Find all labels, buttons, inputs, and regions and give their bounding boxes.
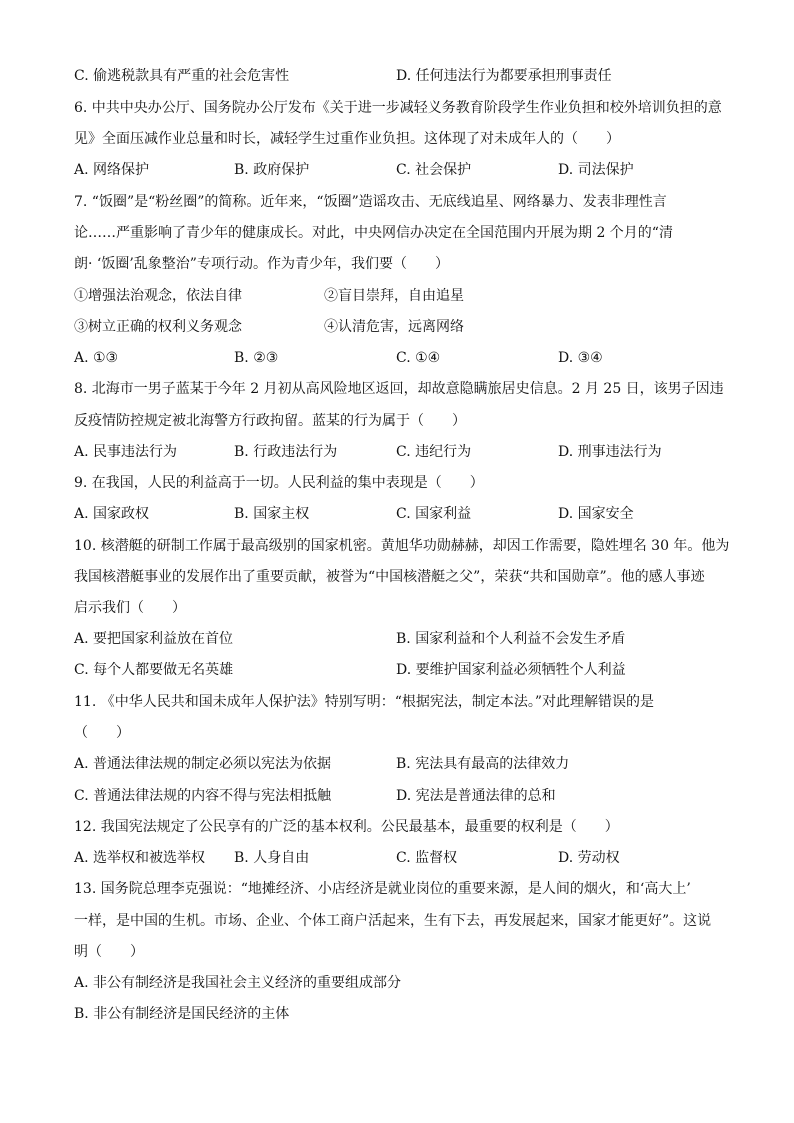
q11-option-c[interactable]: C. 普通法律法规的内容不得与宪法相抵触 — [74, 788, 332, 804]
q5-option-d[interactable]: D. 任何违法行为都要承担刑事责任 — [396, 68, 612, 84]
q8-options — [74, 442, 734, 462]
q12-option-b[interactable]: B. 人身自由 — [234, 850, 310, 866]
q11-options-row-1 — [74, 754, 734, 774]
q7-statements-row-1 — [74, 286, 734, 306]
q13-option-b[interactable]: B. 非公有制经济是国民经济的主体 — [74, 1006, 290, 1022]
q13-stem-line-1: 13. 国务院总理李克强说：“地摊经济、小店经济是就业岗位的重要来源，是人间的烟火，和‘高大上’ — [74, 881, 691, 897]
q6-option-b[interactable]: B. 政府保护 — [234, 162, 310, 178]
q11-option-a[interactable]: A. 普通法律法规的制定必须以宪法为依据 — [74, 756, 332, 772]
q12-option-c[interactable]: C. 监督权 — [396, 850, 458, 866]
q11-options-row-2 — [74, 786, 734, 806]
q6-stem-line-1: 6. 中共中央办公厅、国务院办公厅发布《关于进一步减轻义务教育阶段学生作业负担和校外培训负担的意 — [74, 100, 722, 116]
q6-option-c[interactable]: C. 社会保护 — [396, 162, 472, 178]
q7-statement-1: ①增强法治观念，依法自律 — [74, 288, 242, 304]
q8-stem-line-1: 8. 北海市一男子蓝某于今年 2 月初从高风险地区返回，却故意隐瞒旅居史信息。2 月 25 日，该男子因违 — [74, 381, 724, 397]
q13-option-a[interactable]: A. 非公有制经济是我国社会主义经济的重要组成部分 — [74, 975, 402, 991]
q7-stem-line-2: 论……严重影响了青少年的健康成长。对此，中央网信办决定在全国范围内开展为期 2 个月的“清 — [74, 225, 673, 241]
q5-option-c[interactable]: C. 偷逃税款具有严重的社会危害性 — [74, 68, 290, 84]
q9-stem-line-1: 9. 在我国，人民的利益高于一切。人民利益的集中表现是（ ） — [74, 475, 484, 491]
q8-option-d[interactable]: D. 刑事违法行为 — [558, 444, 662, 460]
q10-stem-line-1: 10. 核潜艇的研制工作属于最高级别的国家机密。黄旭华功勋赫赫，却因工作需要，隐姓埋名 30 年。他为 — [74, 538, 730, 554]
q10-option-d[interactable]: D. 要维护国家利益必须牺牲个人利益 — [396, 662, 626, 678]
q7-option-c[interactable]: C. ①④ — [396, 350, 441, 366]
q10-option-a[interactable]: A. 要把国家利益放在首位 — [74, 631, 234, 647]
q9-option-b[interactable]: B. 国家主权 — [234, 506, 310, 522]
q10-stem-line-3: 启示我们（ ） — [74, 600, 186, 616]
q9-options — [74, 504, 734, 524]
q12-option-d[interactable]: D. 劳动权 — [558, 850, 620, 866]
q9-option-c[interactable]: C. 国家利益 — [396, 506, 472, 522]
q10-options-row-2 — [74, 660, 734, 680]
q8-stem-line-2: 反疫情防控规定被北海警方行政拘留。蓝某的行为属于（ ） — [74, 413, 466, 429]
q6-stem-line-2: 见》全面压减作业总量和时长，减轻学生过重作业负担。这体现了对未成年人的（ ） — [74, 131, 620, 147]
q7-option-d[interactable]: D. ③④ — [558, 350, 603, 366]
q8-option-b[interactable]: B. 行政违法行为 — [234, 444, 338, 460]
q11-stem-line-2: （ ） — [74, 725, 130, 741]
q6-option-d[interactable]: D. 司法保护 — [558, 162, 634, 178]
q7-stem-line-3: 朗· ‘饭圈’乱象整治”专项行动。作为青少年，我们要（ ） — [74, 256, 449, 272]
q10-option-b[interactable]: B. 国家利益和个人利益不会发生矛盾 — [396, 631, 626, 647]
q5-options — [74, 66, 734, 86]
q11-option-d[interactable]: D. 宪法是普通法律的总和 — [396, 788, 556, 804]
q11-stem-line-1: 11. 《中华人民共和国未成年人保护法》特别写明：“根据宪法，制定本法。”对此理解错误的是 — [74, 694, 655, 710]
q9-option-d[interactable]: D. 国家安全 — [558, 506, 634, 522]
q7-stem-line-1: 7. “饭圈”是“粉丝圈”的简称。近年来，“饭圈”造谣攻击、无底线追星、网络暴力、发表非理性言 — [74, 194, 667, 210]
q10-stem-line-2: 我国核潜艇事业的发展作出了重要贡献，被誉为“中国核潜艇之父”，荣获“共和国勋章”。他的感人事迹 — [74, 569, 705, 585]
q7-statement-4: ④认清危害，远离网络 — [324, 319, 464, 335]
q11-option-b[interactable]: B. 宪法具有最高的法律效力 — [396, 756, 570, 772]
q9-option-a[interactable]: A. 国家政权 — [74, 506, 150, 522]
q7-statements-row-2 — [74, 317, 734, 337]
q7-statement-3: ③树立正确的权利义务观念 — [74, 319, 242, 335]
q7-option-a[interactable]: A. ①③ — [74, 350, 119, 366]
q8-option-c[interactable]: C. 违纪行为 — [396, 444, 472, 460]
q10-option-c[interactable]: C. 每个人都要做无名英雄 — [74, 662, 234, 678]
q7-statement-2: ②盲目崇拜，自由追星 — [324, 288, 464, 304]
q10-options-row-1 — [74, 629, 734, 649]
q7-option-b[interactable]: B. ②③ — [234, 350, 279, 366]
q12-stem-line-1: 12. 我国宪法规定了公民享有的广泛的基本权利。公民最基本，最重要的权利是（ ） — [74, 819, 619, 835]
q7-options — [74, 348, 734, 368]
q12-option-a[interactable]: A. 选举权和被选举权 — [74, 850, 206, 866]
q13-stem-line-2: 一样，是中国的生机。市场、企业、个体工商户活起来，生有下去，再发展起来，国家才能更好”。这说 — [74, 913, 712, 929]
q6-options — [74, 160, 734, 180]
q12-options — [74, 848, 734, 868]
q8-option-a[interactable]: A. 民事违法行为 — [74, 444, 178, 460]
q6-option-a[interactable]: A. 网络保护 — [74, 162, 150, 178]
q13-stem-line-3: 明（ ） — [74, 944, 144, 960]
